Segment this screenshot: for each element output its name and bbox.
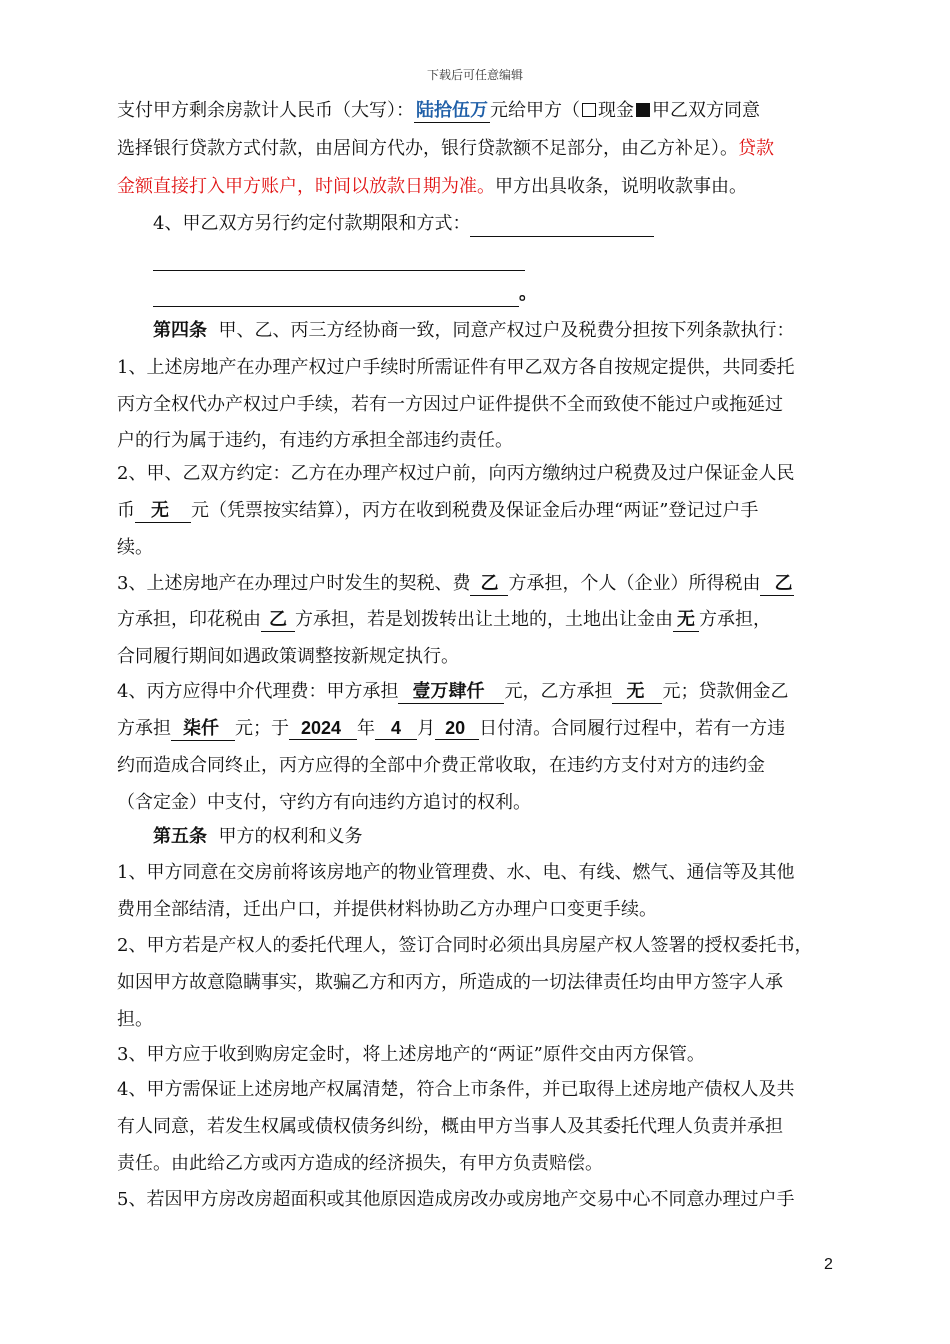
text-line: 1、甲方同意在交房前将该房地产的物业管理费、水、电、有线、燃气、通信等及其他 (117, 862, 795, 883)
article-heading: 第五条 甲方的权利和义务 (153, 826, 363, 847)
checkbox-cash-icon (582, 103, 596, 117)
fill-field: 无 (673, 609, 699, 632)
fill-field: 壹万肆仟 (398, 681, 504, 704)
fill-field: 无 (135, 500, 191, 523)
text-line: 续。 (117, 537, 153, 558)
text-line: 4、甲乙双方另行约定付款期限和方式： (153, 211, 654, 237)
text-line: 1、上述房地产在办理产权过户手续时所需证件有甲乙双方各自按规定提供，共同委托 (117, 357, 795, 378)
text-line: 。 (153, 281, 537, 307)
text-line: （含定金）中支付，守约方有向违约方追讨的权利。 (117, 792, 531, 813)
text-line: 约而造成合同终止，丙方应得的全部中介费正常收取，在违约方支付对方的违约金 (117, 755, 765, 776)
day-field: 20 (435, 717, 479, 740)
text-line: 方承担 柒仟 元；于 2024 年 4 月 20 日付清。合同履行过程中，若有一方违 (117, 718, 786, 739)
blank-line (153, 245, 525, 271)
text-line: 2、甲方若是产权人的委托代理人，签订合同时必须出具房屋产权人签署的授权委托书， (117, 935, 813, 956)
checkbox-checked-icon (636, 103, 650, 117)
text-line: 如因甲方故意隐瞒事实，欺骗乙方和丙方，所造成的一切法律责任均由甲方签字人承 (117, 972, 783, 993)
text-line: 4、甲方需保证上述房地产权属清楚，符合上市条件，并已取得上述房地产债权人及共 (117, 1079, 795, 1100)
text-line: 币 无 元（凭票按实结算），丙方在收到税费及保证金后办理“两证”登记过户手 (117, 500, 759, 521)
text-line: 方承担，印花税由 乙 方承担，若是划拨转出让土地的，土地出让金由 无 方承担， (117, 609, 771, 630)
page-header: 下载后可任意编辑 (426, 68, 523, 82)
page-number: 2 (824, 1256, 833, 1273)
fill-field: 乙 (760, 573, 794, 596)
text-line: 选择银行贷款方式付款，由居间方代办，银行贷款额不足部分，由乙方补足）。贷款 (117, 138, 774, 159)
article-heading: 第四条 甲、乙、丙三方经协商一致，同意产权过户及税费分担按下列条款执行： (153, 320, 795, 341)
text-line: 4、丙方应得中介代理费：甲方承担 壹万肆仟 元，乙方承担 无 元；贷款佣金乙 (117, 681, 789, 702)
text-line: 丙方全权代办产权过户手续，若有一方因过户证件提供不全而致使不能过户或拖延过 (117, 394, 783, 415)
text-line: 责任。由此给乙方或丙方造成的经济损失，有甲方负责赔偿。 (117, 1153, 603, 1174)
text-line: 费用全部结清，迁出户口，并提供材料协助乙方办理户口变更手续。 (117, 899, 657, 920)
fill-field: 乙 (261, 609, 295, 632)
text-line: 金额直接打入甲方账户，时间以放款日期为准。甲方出具收条，说明收款事由。 (117, 176, 747, 197)
text-line: 3、上述房地产在办理过户时发生的契税、费 乙 方承担，个人（企业）所得税由 乙 (117, 573, 793, 594)
year-field: 2024 (289, 717, 357, 740)
fill-field: 乙 (470, 573, 508, 596)
text-line: 支付甲方剩余房款计人民币（大写）： 陆拾伍万 元给甲方（ 现金 甲乙双方同意 (117, 100, 760, 121)
month-field: 4 (375, 717, 417, 740)
amount-field: 陆拾伍万 (416, 100, 488, 121)
text-line: 3、甲方应于收到购房定金时，将上述房地产的“两证”原件交由丙方保管。 (117, 1044, 705, 1065)
text-line: 户的行为属于违约，有违约方承担全部违约责任。 (117, 430, 513, 451)
text-line: 担。 (117, 1009, 153, 1030)
fill-field: 柒仟 (171, 718, 235, 741)
text-line: 合同履行期间如遇政策调整按新规定执行。 (117, 646, 459, 667)
fill-field: 无 (612, 681, 662, 704)
text-line: 5、若因甲方房改房超面积或其他原因造成房改办或房地产交易中心不同意办理过户手 (117, 1189, 795, 1210)
blank-line (470, 216, 654, 237)
text-line: 有人同意，若发生权属或债权债务纠纷，概由甲方当事人及其委托代理人负责并承担 (117, 1116, 783, 1137)
text-line: 2、甲、乙双方约定：乙方在办理产权过户前，向丙方缴纳过户税费及过户保证金人民 (117, 463, 795, 484)
